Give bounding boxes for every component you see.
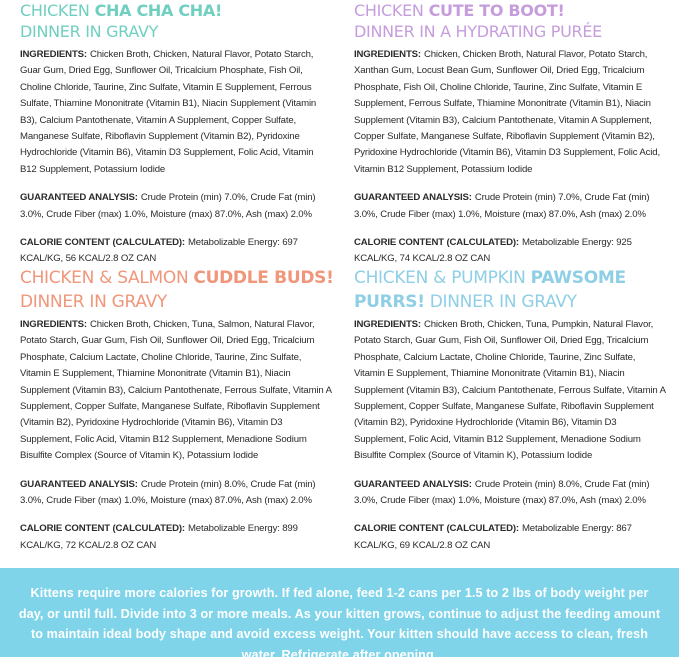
calorie-section: [20, 521, 332, 554]
title-prefix: CHICKEN: [354, 1, 424, 20]
calorie-section: [354, 235, 666, 268]
calorie-label: CALORIE CONTENT (CALCULATED):: [20, 237, 185, 249]
analysis-section: [20, 190, 332, 223]
title-highlight: CUTE TO BOOT!: [428, 1, 565, 20]
product-panel-cuddle-buds: [20, 266, 332, 566]
calorie-text: Metabolizable Energy: 867 KCAL/KG, 69 KCAL/2.8 OZ CAN: [354, 523, 632, 551]
ingredients-section: [354, 47, 666, 178]
ingredients-label: INGREDIENTS:: [20, 319, 87, 330]
title-prefix: CHICKEN & PUMPKIN: [354, 268, 526, 288]
title-prefix: CHICKEN & SALMON: [20, 268, 189, 288]
analysis-section: [354, 477, 666, 510]
ingredients-section: [354, 317, 666, 465]
product-title: [20, 266, 332, 314]
analysis-section: [20, 477, 332, 510]
analysis-text: Crude Protein (min) 8.0%, Crude Fat (min) 3.0%, Crude Fiber (max) 1.0%, Moisture (max) 87.0%, Ash (max) 2.0%: [354, 478, 650, 507]
title-prefix: CHICKEN: [20, 1, 90, 20]
title-highlight: PAWSOME PURRS!: [354, 268, 626, 312]
calorie-text: Metabolizable Energy: 899 KCAL/KG, 72 KCAL/2.8 OZ CAN: [20, 523, 298, 551]
calorie-text: Metabolizable Energy: 697 KCAL/KG, 56 KCAL/2.8 OZ CAN: [20, 237, 298, 265]
title-subtitle: DINNER IN GRAVY: [20, 22, 159, 41]
product-title: [354, 0, 666, 42]
calorie-label: CALORIE CONTENT (CALCULATED):: [20, 523, 185, 535]
calorie-text: Metabolizable Energy: 925 KCAL/KG, 74 KCAL/2.8 OZ CAN: [354, 237, 632, 265]
title-suffix: DINNER IN GRAVY: [429, 292, 577, 312]
product-panel-cute-to-boot: [354, 0, 666, 280]
ingredients-text: Chicken Broth, Chicken, Tuna, Pumpkin, Natural Flavor, Potato Starch, Guar Gum, Fish Oil, Sunflower Oil, Dried Egg, Tricalcium Phosphate, Calcium Lactate, Choline Chloride, Taurine, Zinc Sulfate, Vitamin E Supplement, Thiamine Mononitrate (Vitamin B1), Niacin Supplement (Vitamin B3), Calcium Pantothenate, Ferrous Sulfate, Vitamin A Supplement, Copper Sulfate, Manganese Sulfate, Riboflavin Supplement (Vitamin B2), Pyridoxine Hydrochloride (Vitamin B6), Vitamin D3 Supplement, Folic Acid, Vitamin B12 Supplement, Menadione Sodium Bisulfite Complex (Source of Vitamin K), Potassium Iodide: [354, 319, 666, 462]
title-highlight: CUDDLE BUDS!: [193, 268, 334, 288]
title-highlight: CHA CHA CHA!: [94, 1, 222, 20]
analysis-label: GUARANTEED ANALYSIS:: [20, 192, 138, 204]
ingredients-label: INGREDIENTS:: [354, 49, 421, 60]
calorie-label: CALORIE CONTENT (CALCULATED):: [354, 523, 519, 535]
ingredients-section: [20, 317, 332, 465]
calorie-label: CALORIE CONTENT (CALCULATED):: [354, 237, 519, 249]
ingredients-text: Chicken Broth, Chicken, Tuna, Salmon, Natural Flavor, Potato Starch, Guar Gum, Fish Oil, Sunflower Oil, Dried Egg, Tricalcium Phosphate, Calcium Lactate, Choline Chloride, Taurine, Zinc Sulfate, Vitamin E Supplement, Thiamine Mononitrate (Vitamin B1), Niacin Supplement (Vitamin B3), Calcium Pantothenate, Ferrous Sulfate, Vitamin A Supplement, Copper Sulfate, Manganese Sulfate, Riboflavin Supplement (Vitamin B2), Pyridoxine Hydrochloride (Vitamin B6), Vitamin D3 Supplement, Folic Acid, Vitamin B12 Supplement, Menadione Sodium Bisulfite Complex (Source of Vitamin K), Potassium Iodide: [20, 319, 332, 462]
analysis-label: GUARANTEED ANALYSIS:: [20, 478, 138, 490]
product-title: [20, 0, 332, 42]
analysis-text: Crude Protein (min) 8.0%, Crude Fat (min) 3.0%, Crude Fiber (max) 1.0%, Moisture (max) 87.0%, Ash (max) 2.0%: [20, 478, 316, 507]
analysis-section: [354, 190, 666, 223]
analysis-label: GUARANTEED ANALYSIS:: [354, 192, 472, 204]
ingredients-label: INGREDIENTS:: [354, 319, 421, 330]
ingredients-label: INGREDIENTS:: [20, 49, 87, 60]
calorie-section: [20, 235, 332, 268]
feeding-instructions-text: Kittens require more calories for growth. If fed alone, feed 1-2 cans per 1.5 to 2 lbs of body weight per day, or until full. Divide into 3 or more meals. As your kitten grows, continue to adjust the feeding amount to maintain ideal body shape and avoid excess weight. Your kitten should have access to clean, fresh water. Refrigerate after opening.: [18, 586, 661, 662]
product-panel-pawsome-purrs: [354, 266, 666, 566]
ingredients-section: [20, 47, 332, 178]
feeding-instructions-banner: [0, 568, 679, 662]
product-title: [354, 266, 666, 314]
title-subtitle: DINNER IN GRAVY: [20, 292, 167, 312]
calorie-section: [354, 521, 666, 554]
analysis-label: GUARANTEED ANALYSIS:: [354, 478, 472, 490]
ingredients-text: Chicken, Chicken Broth, Natural Flavor, Potato Starch, Xanthan Gum, Locust Bean Gum, Sunflower Oil, Dried Egg, Tricalcium Phosphate, Fish Oil, Choline Chloride, Taurine, Zinc Sulfate, Vitamin E Supplement, Ferrous Sulfate, Thiamine Mononitrate (Vitamin B1), Niacin Supplement (Vitamin B3), Calcium Pantothenate, Vitamin A Supplement, Copper Sulfate, Manganese Sulfate, Riboflavin Supplement (Vitamin B2), Pyridoxine Hydrochloride (Vitamin B6), Vitamin D3 Supplement, Folic Acid, Vitamin B12 Supplement, Potassium Iodide: [354, 49, 660, 175]
analysis-text: Crude Protein (min) 7.0%, Crude Fat (min) 3.0%, Crude Fiber (max) 1.0%, Moisture (max) 87.0%, Ash (max) 2.0%: [354, 192, 650, 220]
product-panel-cha-cha-cha: [20, 0, 332, 280]
title-subtitle: DINNER IN A HYDRATING PURÉE: [354, 22, 602, 41]
analysis-text: Crude Protein (min) 7.0%, Crude Fat (min) 3.0%, Crude Fiber (max) 1.0%, Moisture (max) 87.0%, Ash (max) 2.0%: [20, 192, 316, 220]
ingredients-text: Chicken Broth, Chicken, Natural Flavor, Potato Starch, Guar Gum, Dried Egg, Sunflower Oil, Tricalcium Phosphate, Fish Oil, Choline Chloride, Taurine, Zinc Sulfate, Vitamin E Supplement, Ferrous Sulfate, Thiamine Mononitrate (Vitamin B1), Niacin Supplement (Vitamin B3), Calcium Pantothenate, Vitamin A Supplement, Copper Sulfate, Manganese Sulfate, Riboflavin Supplement (Vitamin B2), Pyridoxine Hydrochloride (Vitamin B6), Vitamin D3 Supplement, Folic Acid, Vitamin B12 Supplement, Potassium Iodide: [20, 49, 317, 175]
